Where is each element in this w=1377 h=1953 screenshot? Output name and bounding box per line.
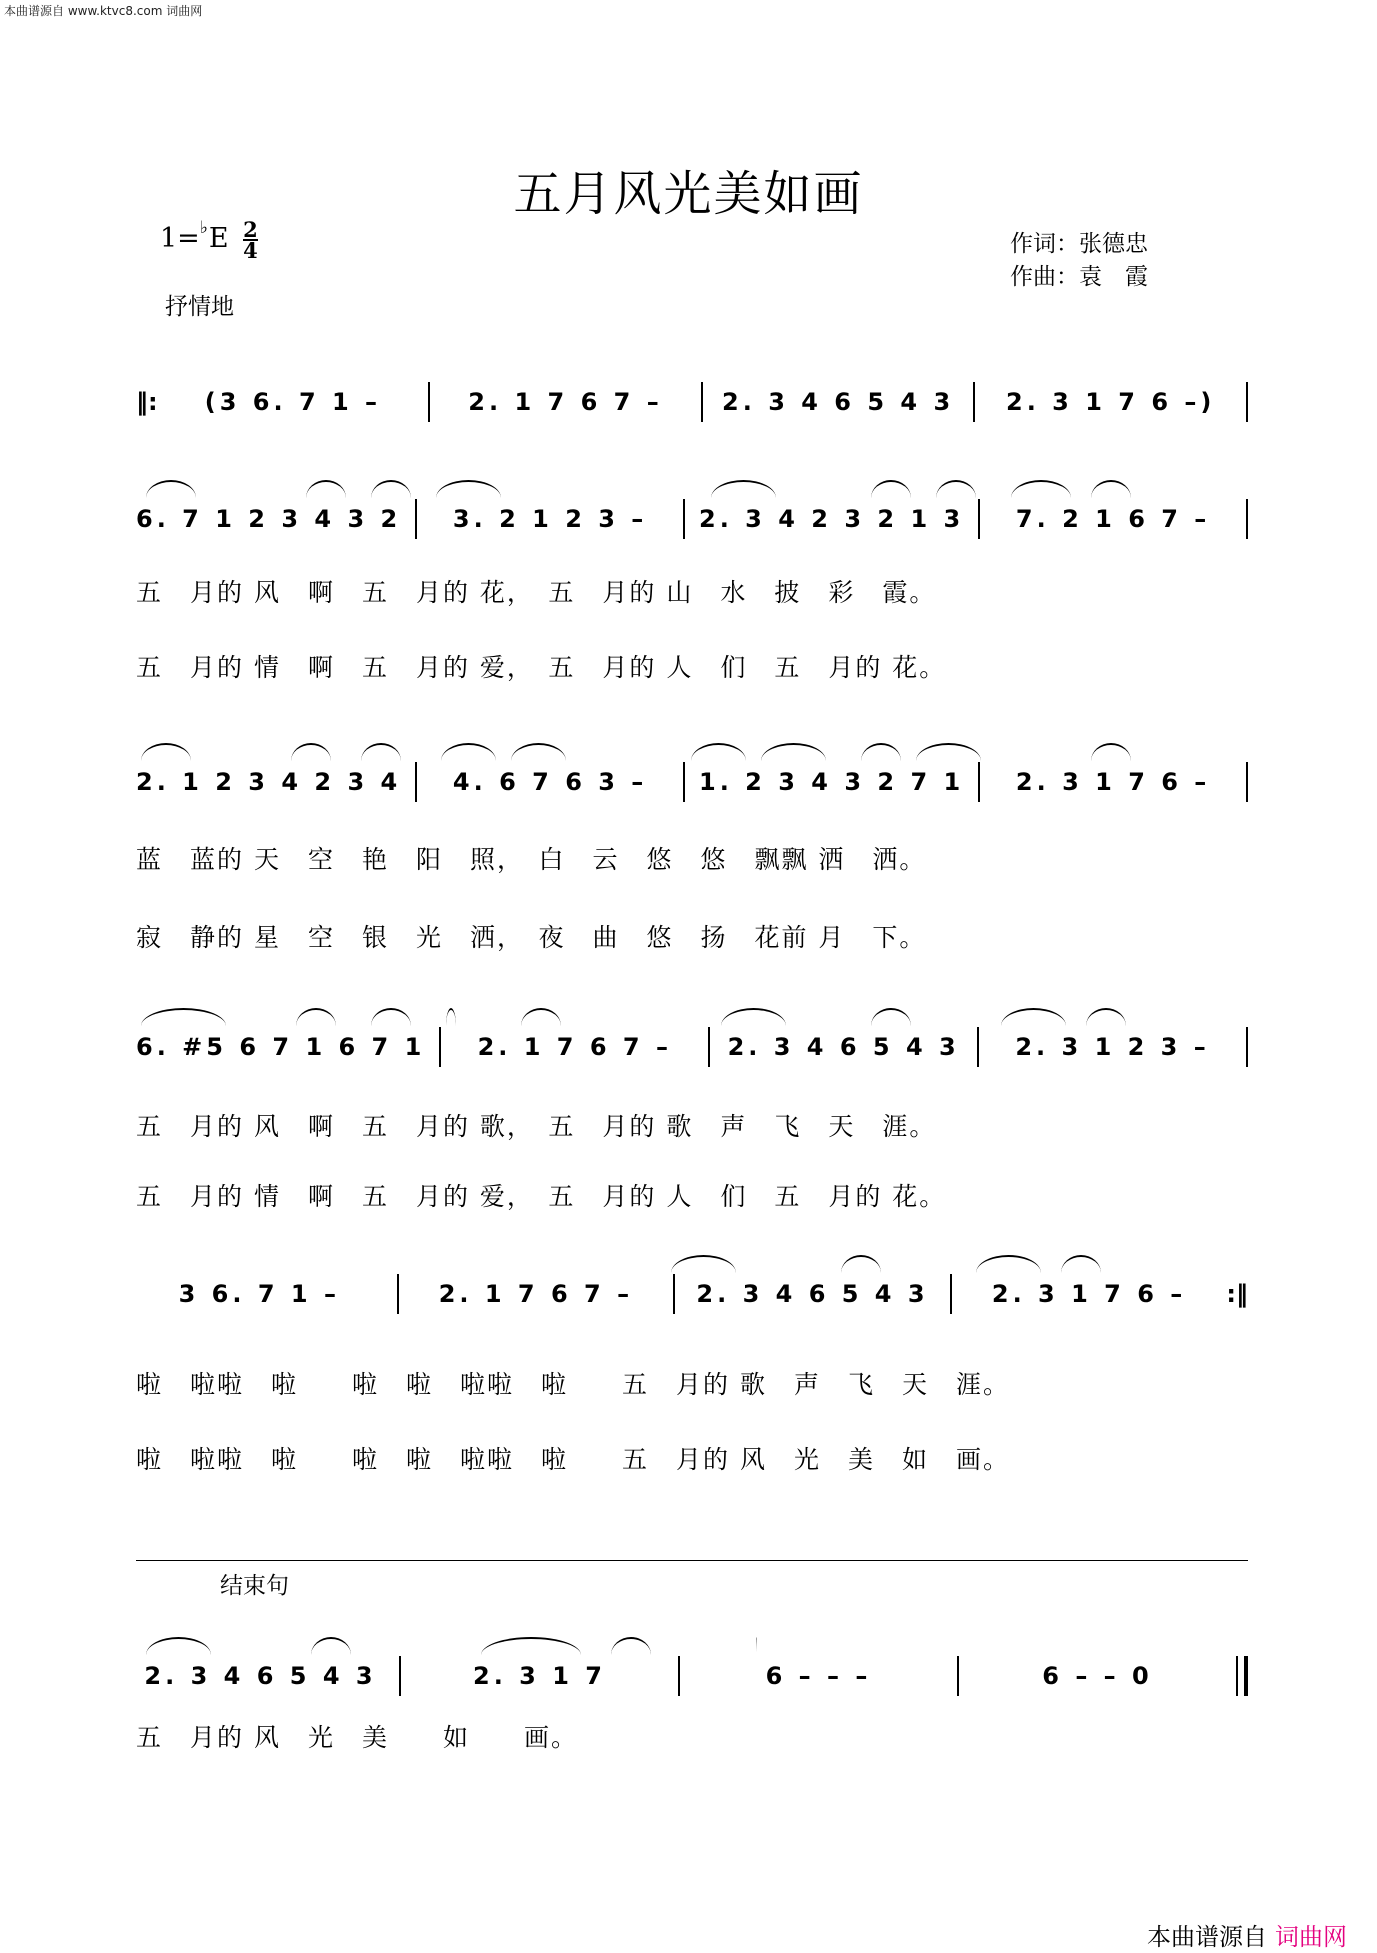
measure: 6 – – 0 — [1042, 1662, 1153, 1690]
score-row-intro — [136, 380, 1248, 424]
section-divider — [136, 1560, 1248, 1561]
measure: 4. 6 7 6 3 – — [452, 768, 648, 796]
song-title: 五月风光美如画 — [513, 166, 864, 222]
score-row-2 — [136, 760, 1248, 804]
measure: 1. 2 3 4 3 2 7 1 — [699, 768, 965, 796]
final-barline — [1236, 1656, 1248, 1696]
measure: 2. 1 2 3 4 2 3 4 — [136, 768, 402, 796]
watermark-top: 本曲谱源自 www.ktvc8.com 词曲网 — [4, 4, 203, 18]
lyric-verse-1: 五 月的 风 啊 五 月的 歌， 五 月的 歌 声 飞 天 涯。 — [136, 1112, 937, 1141]
lyric-ending: 五 月的 风 光 美 如 画。 — [136, 1723, 578, 1752]
watermark-bottom: 本曲谱源自 词曲网 — [1147, 1923, 1347, 1951]
lyric-verse-1: 蓝 蓝的 天 空 艳 阳 照， 白 云 悠 悠 飘飘 洒 洒。 — [136, 845, 927, 874]
repeat-start-sign: ‖: — [136, 388, 158, 416]
ending-label: 结束句 — [220, 1573, 289, 1599]
score-row-1 — [136, 497, 1248, 541]
measure: 6. #5 6 7 1 6 7 1 — [136, 1033, 426, 1061]
score-row-ending — [136, 1654, 1248, 1698]
lyricist-credit: 作词：张德忠 — [1010, 231, 1148, 257]
score-row-3 — [136, 1025, 1248, 1069]
measure: 2. 1 7 6 7 – — [477, 1033, 672, 1061]
flat-sign: ♭ — [199, 218, 208, 238]
measure: 7. 2 1 6 7 – — [1015, 505, 1211, 533]
measure: 2. 3 1 7 6 –) — [1006, 388, 1216, 416]
key-signature — [160, 216, 258, 263]
measure: 2. 3 4 6 5 4 3 — [722, 388, 955, 416]
measure: (3 6. 7 1 – — [204, 388, 382, 416]
score-row-4 — [136, 1272, 1248, 1316]
tempo-marking: 抒情地 — [165, 294, 234, 320]
lyric-verse-2: 五 月的 情 啊 五 月的 爱， 五 月的 人 们 五 月的 花。 — [136, 653, 947, 682]
lyric-verse-1: 五 月的 风 啊 五 月的 花， 五 月的 山 水 披 彩 霞。 — [136, 578, 937, 607]
lyric-verse-2: 啦 啦啦 啦 啦 啦 啦啦 啦 五 月的 风 光 美 如 画。 — [136, 1445, 1010, 1474]
time-top: 2 — [243, 216, 258, 242]
measure: 2. 1 7 6 7 – — [468, 388, 663, 416]
composer-credit: 作曲：袁 霞 — [1010, 264, 1148, 290]
time-signature — [243, 216, 258, 263]
measure: 2. 3 4 6 5 4 3 — [696, 1280, 929, 1308]
measure: 2. 3 1 7 — [473, 1662, 606, 1690]
key-tonic: 1= — [160, 223, 200, 254]
key-note: E — [208, 223, 229, 254]
measure: 2. 3 1 2 3 – — [1015, 1033, 1210, 1061]
measure: 2. 3 1 7 6 – — [1015, 768, 1211, 796]
measure: 2. 3 4 6 5 4 3 — [144, 1662, 377, 1690]
measure: 2. 3 4 2 3 2 1 3 — [699, 505, 965, 533]
measure: 2. 3 1 7 6 – — [991, 1280, 1187, 1308]
measure: 3. 2 1 2 3 – — [452, 505, 648, 533]
lyric-verse-1: 啦 啦啦 啦 啦 啦 啦啦 啦 五 月的 歌 声 飞 天 涯。 — [136, 1370, 1010, 1399]
measure: 6 – – – — [765, 1662, 872, 1690]
measure: 6. 7 1 2 3 4 3 2 — [136, 505, 402, 533]
time-bottom: 4 — [243, 237, 258, 263]
repeat-end-sign: :‖ — [1226, 1280, 1248, 1308]
lyric-verse-2: 五 月的 情 啊 五 月的 爱， 五 月的 人 们 五 月的 花。 — [136, 1182, 947, 1211]
measure: 3 6. 7 1 – — [178, 1280, 340, 1308]
measure: 2. 1 7 6 7 – — [438, 1280, 634, 1308]
measure: 2. 3 4 6 5 4 3 — [727, 1033, 960, 1061]
lyric-verse-2: 寂 静的 星 空 银 光 洒， 夜 曲 悠 扬 花前 月 下。 — [136, 923, 927, 952]
